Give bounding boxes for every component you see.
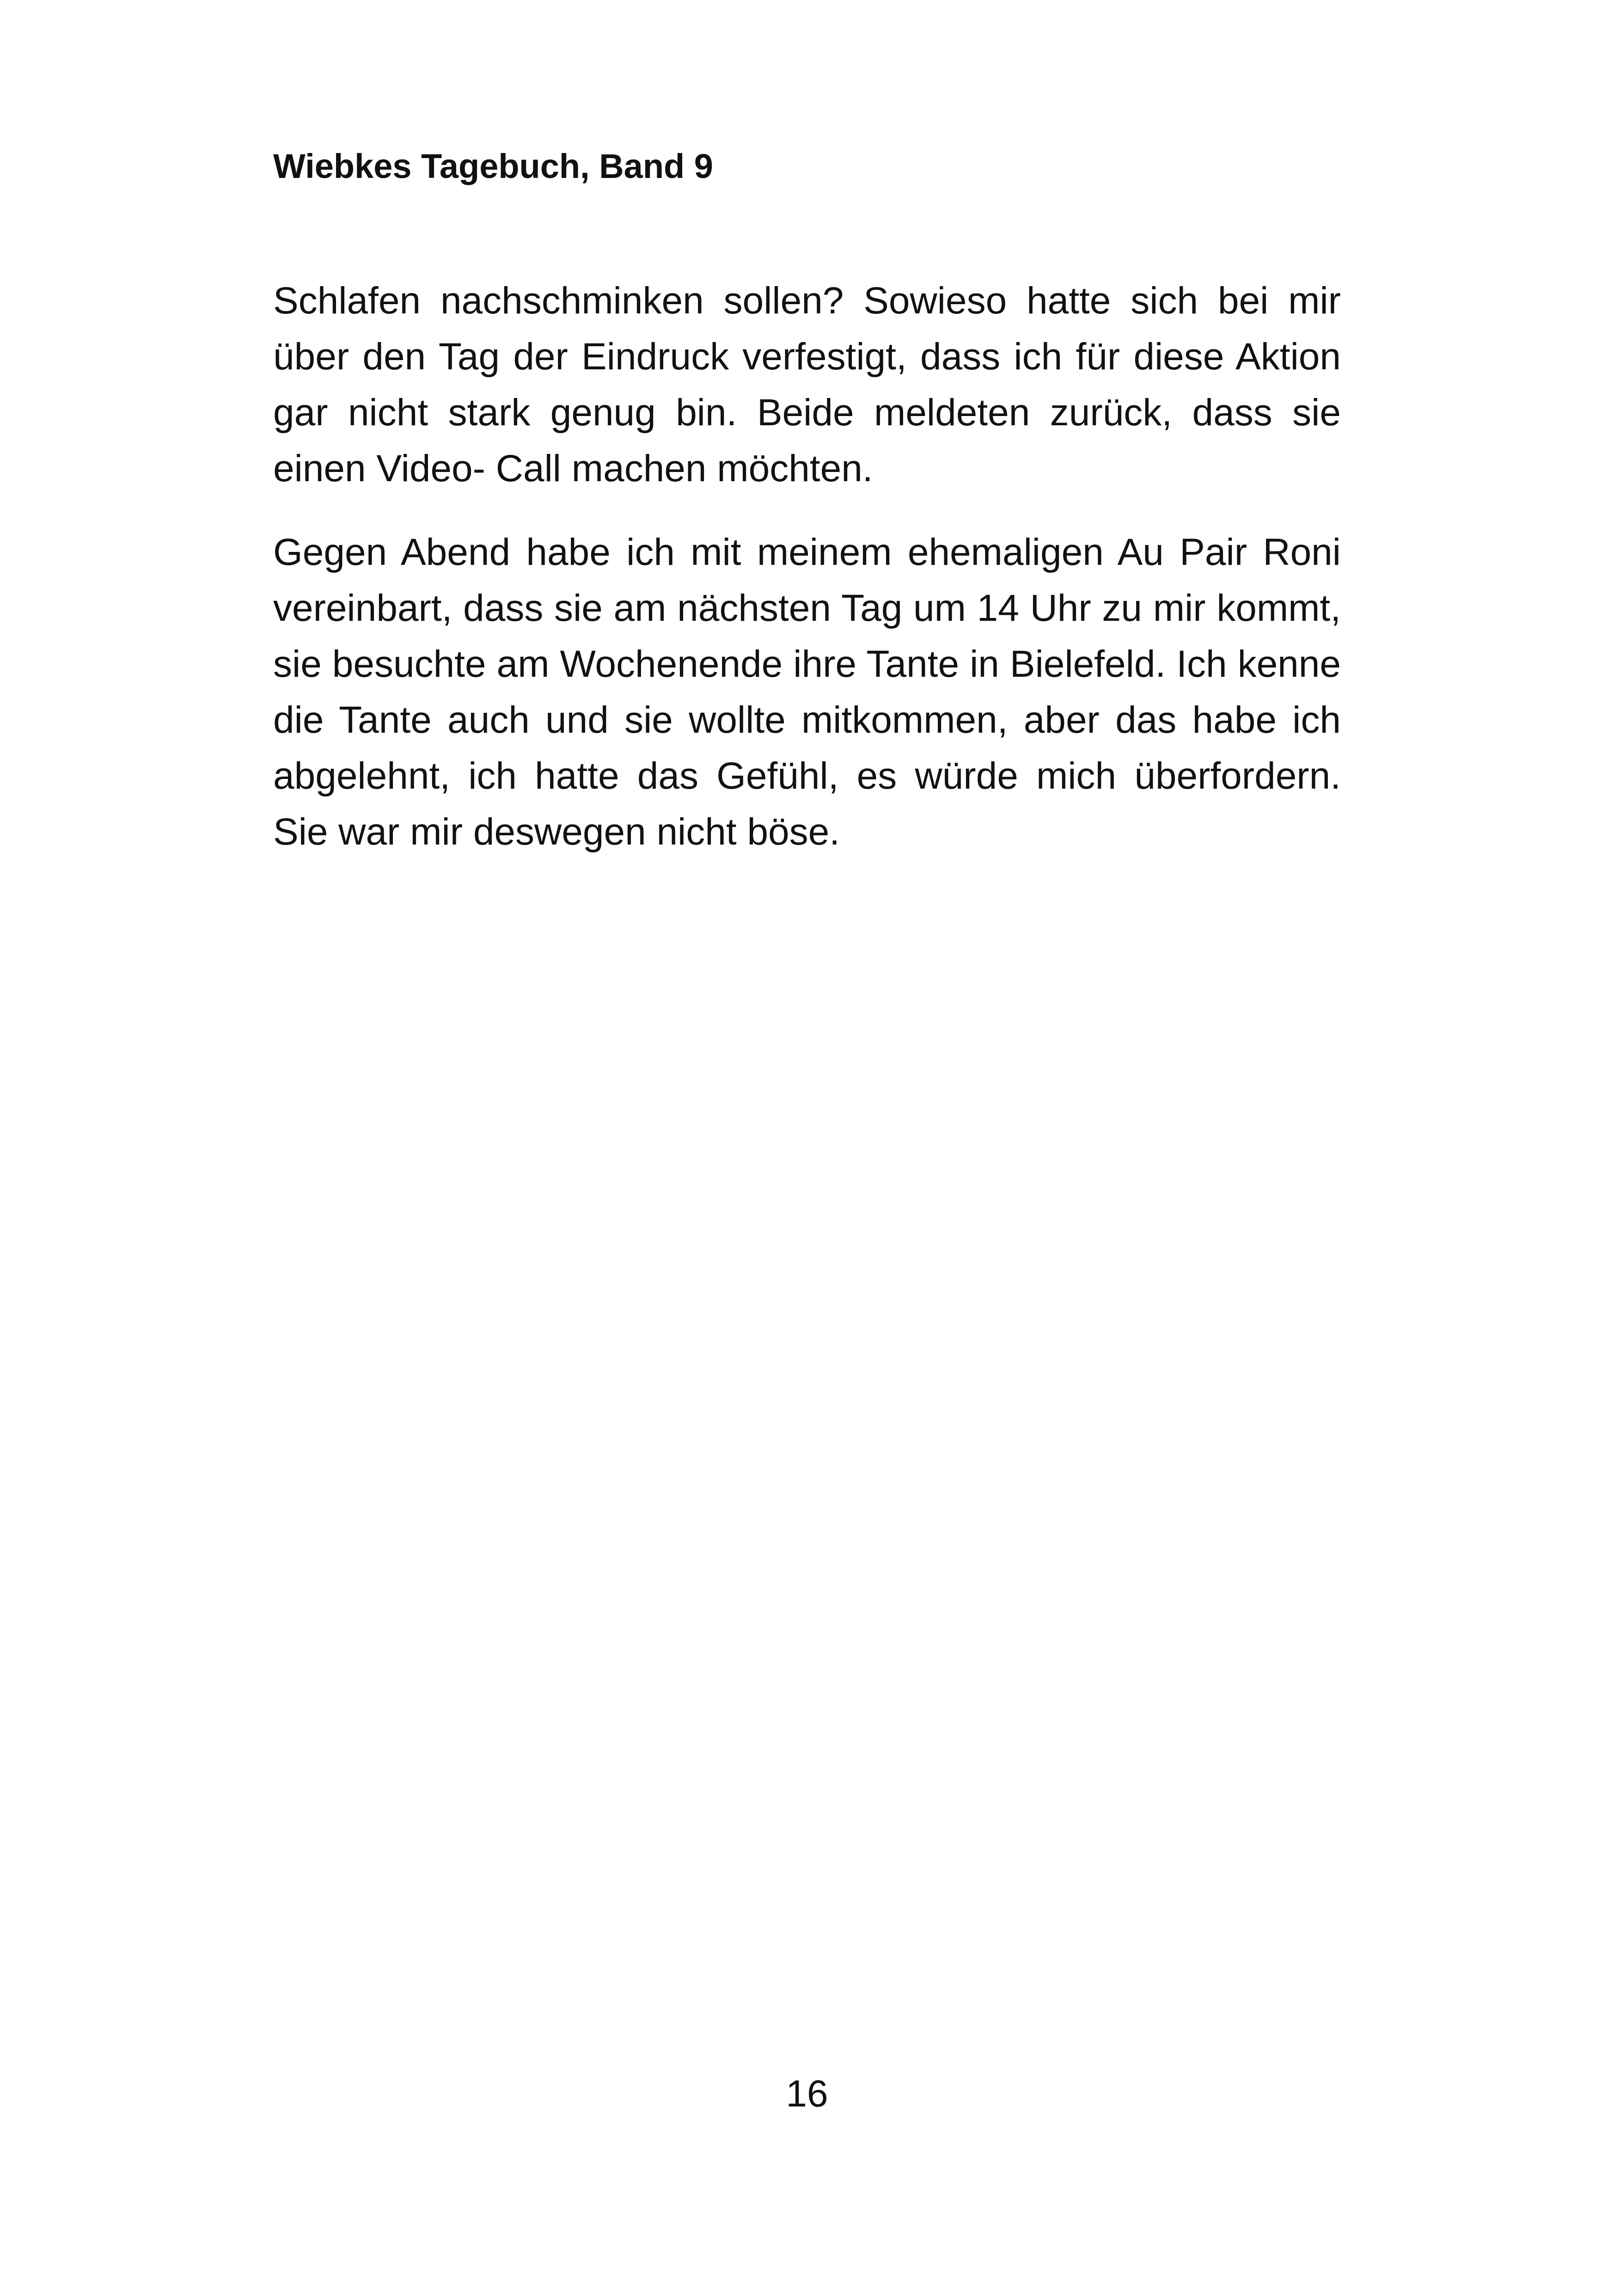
- body-text: [273, 273, 1341, 888]
- page-number: 16: [786, 2073, 828, 2115]
- paragraph-1: Schlafen nachschminken sollen? Sowieso hatte sich bei mir über den Tag der Eindruck verfestigt, dass ich für diese Aktion gar nicht stark genug bin. Beide meldeten zurück, dass sie einen Video- Call machen möchten.: [273, 280, 1341, 490]
- paragraph-2: Gegen Abend habe ich mit meinem ehemaligen Au Pair Roni vereinbart, dass sie am nächsten Tag um 14 Uhr zu mir kommt, sie besuchte am Wochenende ihre Tante in Bielefeld. Ich kenne die Tante auch und sie wollte mitkommen, aber das habe ich abgelehnt, ich hatte das Gefühl, es würde mich überfordern. Sie war mir deswegen nicht böse.: [273, 531, 1341, 853]
- running-header-title: Wiebkes Tagebuch, Band 9: [273, 147, 713, 185]
